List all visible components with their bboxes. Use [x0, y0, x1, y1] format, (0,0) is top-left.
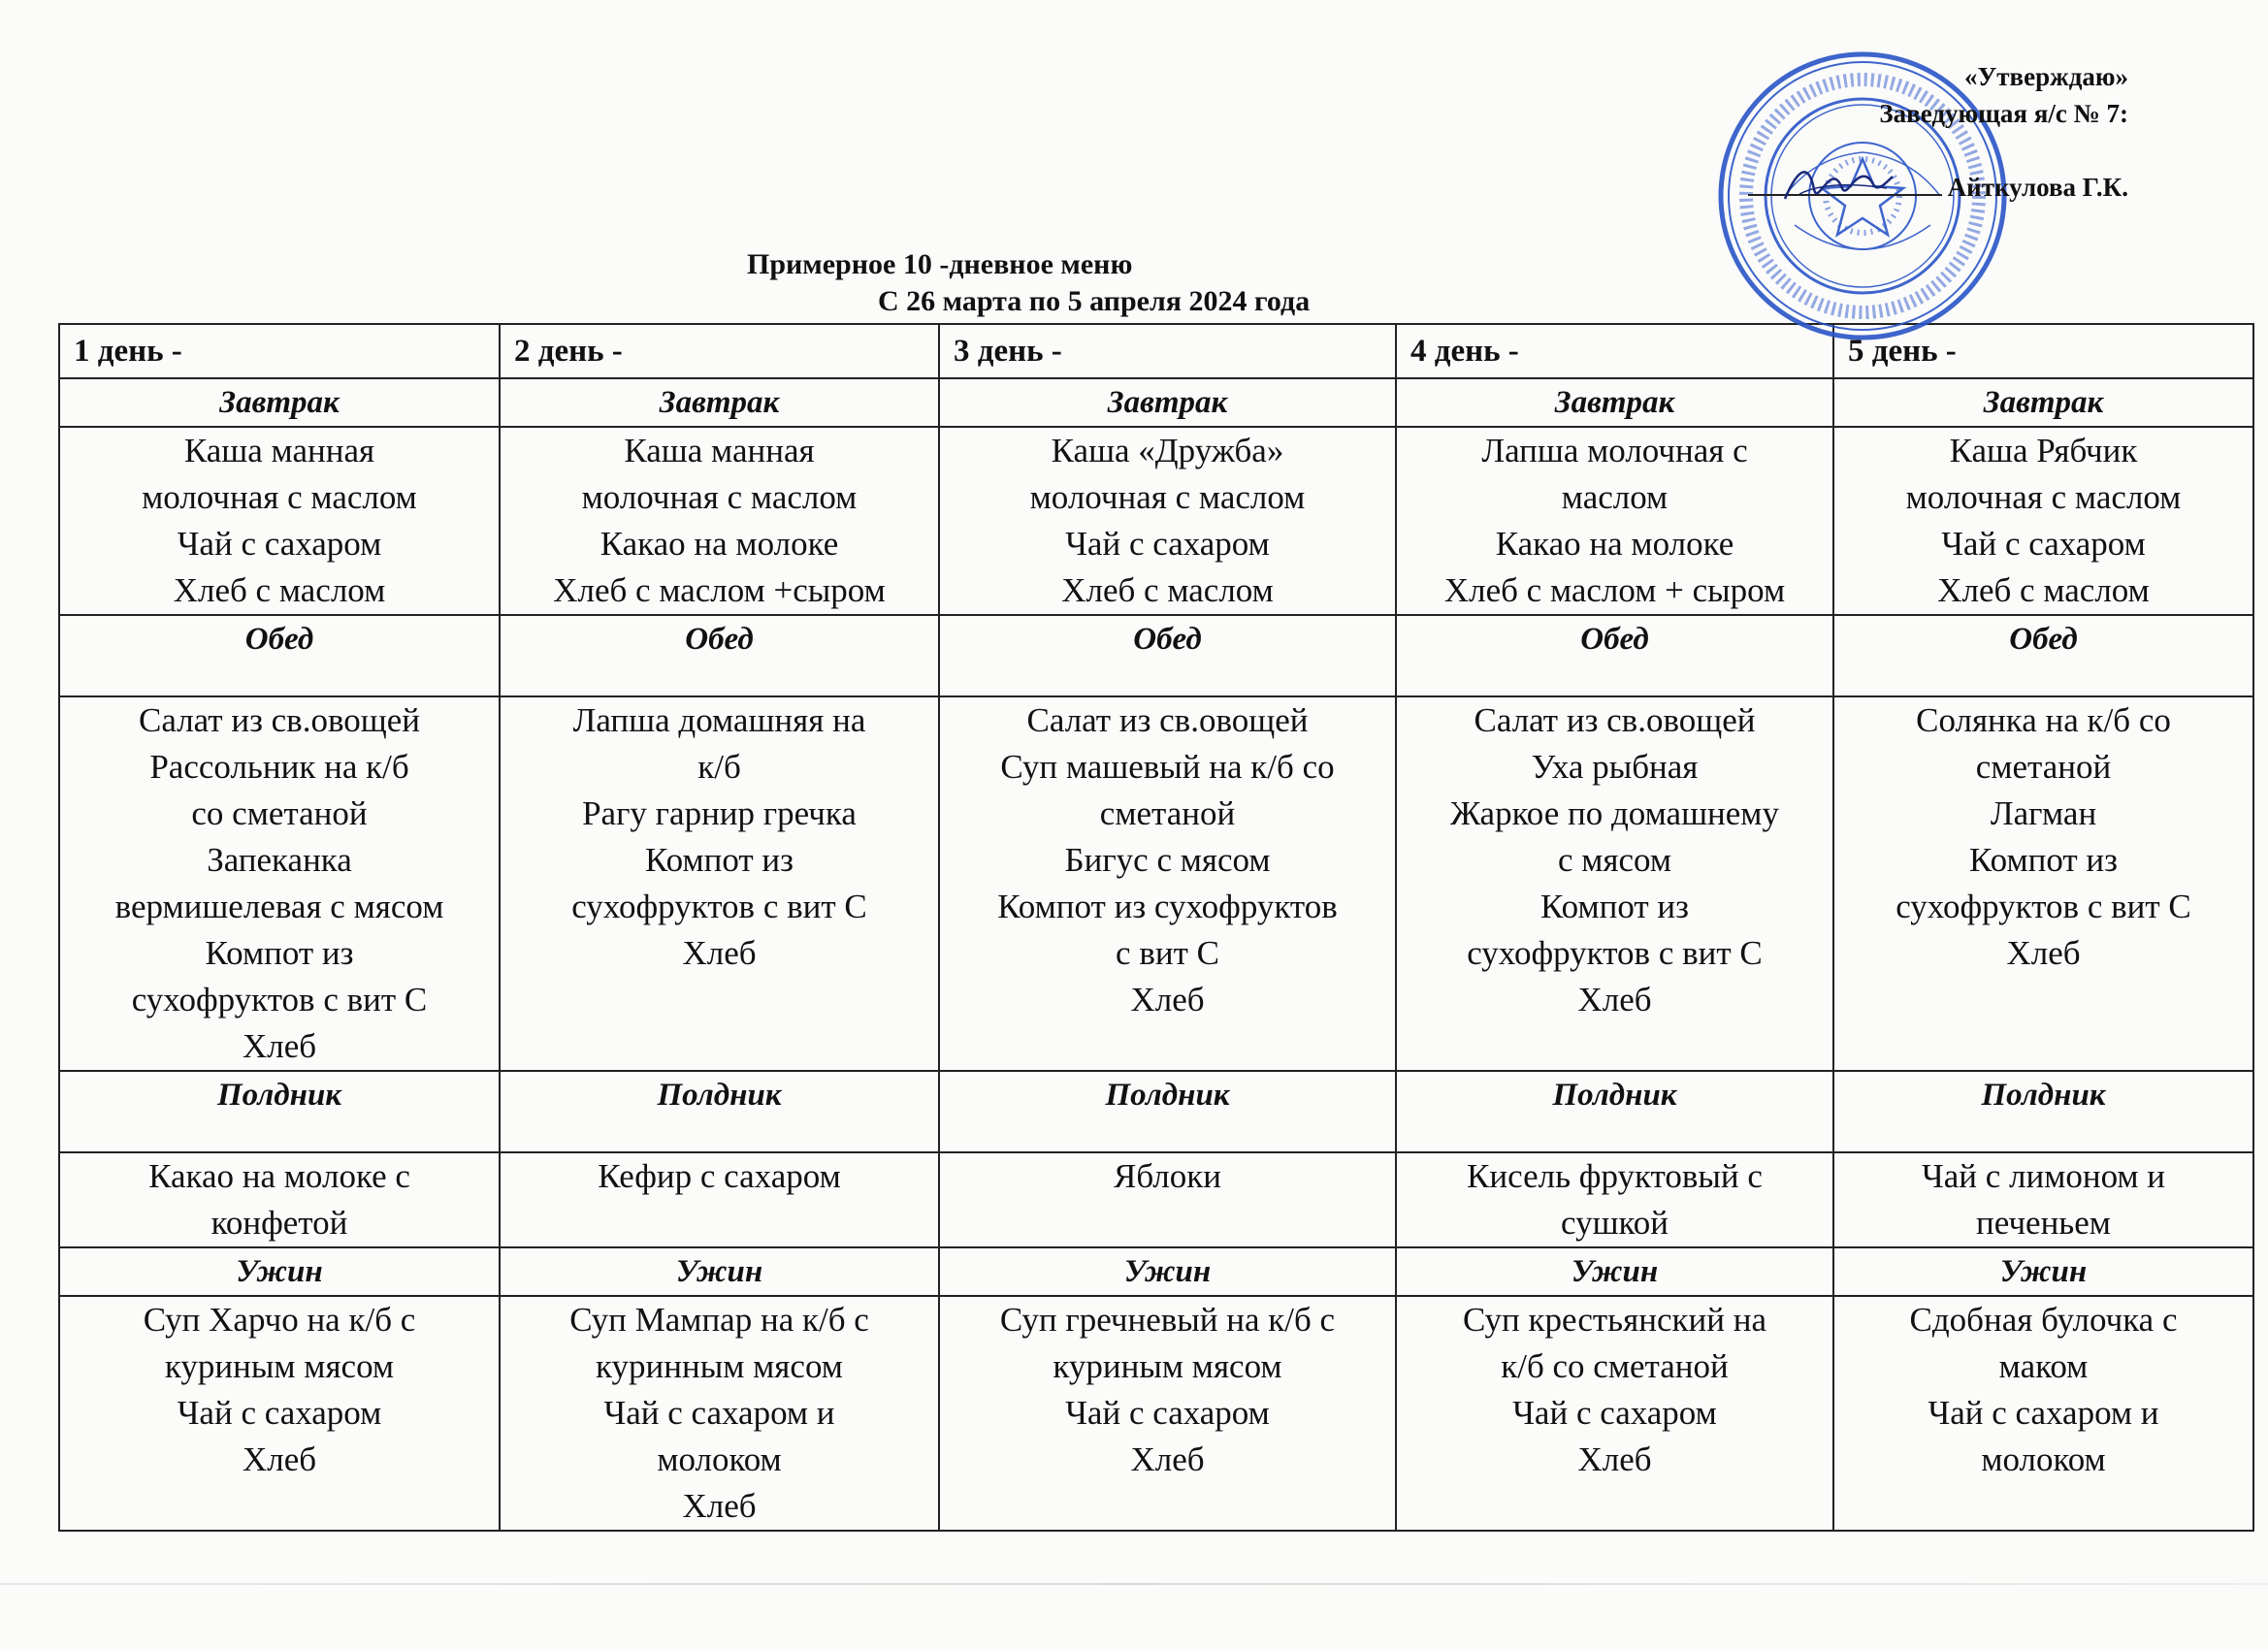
menu-item-line: Каша «Дружба» [1051, 432, 1284, 469]
meal-items-cell [1833, 427, 2253, 615]
title-line-2: С 26 марта по 5 апреля 2024 года [878, 285, 1311, 317]
menu-item-line: Какао на молоке [599, 525, 839, 563]
menu-table-body [59, 324, 2253, 1531]
day-header: 5 день - [1833, 324, 2253, 378]
meal-items-cell [59, 1152, 500, 1247]
menu-item-line: Хлеб с маслом [173, 571, 386, 609]
menu-item-line: куринным мясом [596, 1347, 843, 1385]
menu-item-line: Каша Рябчик [1949, 432, 2138, 469]
menu-item-line: Яблоки [1114, 1157, 1221, 1195]
menu-item-line: Кисель фруктовый с [1467, 1157, 1763, 1195]
meal-name: Ужин [59, 1247, 500, 1296]
menu-item-line: Чай с сахаром и [1928, 1394, 2159, 1432]
meal-items-cell [1833, 1152, 2253, 1247]
menu-item-line: Чай с сахаром [177, 525, 382, 563]
menu-item-line: Компот из [645, 841, 794, 879]
menu-item-line: маслом [1561, 478, 1669, 516]
menu-item-line: Компот из [1540, 888, 1689, 925]
meal-items-cell [1396, 1296, 1833, 1531]
meal-items-cell [939, 427, 1396, 615]
menu-item-line: молоком [657, 1440, 782, 1478]
menu-item-line: Какао на молоке с [148, 1157, 410, 1195]
meal-name: Обед [1396, 615, 1833, 696]
menu-item-line: молочная с маслом [142, 478, 417, 516]
meal-name: Ужин [500, 1247, 939, 1296]
meal-header-row-snack [59, 1071, 2253, 1152]
meal-items-cell [939, 1152, 1396, 1247]
menu-item-line: Хлеб [682, 1487, 757, 1525]
menu-item-line: Чай с сахаром [1065, 525, 1270, 563]
menu-item-line: вермишелевая с мясом [114, 888, 444, 925]
menu-item-line: Суп Харчо на к/б с [143, 1301, 416, 1339]
menu-table [58, 323, 2254, 1532]
menu-item-line: Чай с сахаром [1941, 525, 2146, 563]
menu-item-line: куриным мясом [1053, 1347, 1282, 1385]
menu-item-line: молочная с маслом [1905, 478, 2182, 516]
meal-items-row-lunch [59, 696, 2253, 1071]
menu-item-line: молоком [1981, 1440, 2106, 1478]
title-line-1: Примерное 10 -дневное меню [747, 248, 1133, 280]
meal-name: Завтрак [939, 378, 1396, 427]
menu-item-line: сушкой [1561, 1204, 1669, 1242]
meal-items-cell [939, 696, 1396, 1071]
menu-item-line: Чай с лимоном и [1921, 1157, 2166, 1195]
menu-item-line: Салат из св.овощей [1026, 701, 1309, 739]
menu-item-line: к/б со сметаной [1501, 1347, 1729, 1385]
menu-item-line: сухофруктов с вит С [571, 888, 867, 925]
meal-header-row-lunch [59, 615, 2253, 696]
menu-item-line: Суп крестьянский на [1462, 1301, 1766, 1339]
menu-item-line: Хлеб [2006, 934, 2081, 972]
meal-header-row-breakfast [59, 378, 2253, 427]
meal-name: Ужин [939, 1247, 1396, 1296]
menu-item-line: Лапша домашняя на [572, 701, 866, 739]
menu-item-line: Каша манная [183, 432, 375, 469]
meal-items-cell [59, 1296, 500, 1531]
meal-items-cell [939, 1296, 1396, 1531]
menu-item-line: сухофруктов с вит С [1467, 934, 1763, 972]
menu-item-line: Салат из св.овощей [1474, 701, 1756, 739]
meal-name: Полдник [1833, 1071, 2253, 1152]
menu-item-line: Хлеб [1577, 981, 1652, 1018]
menu-item-line: Рагу гарнир гречка [582, 794, 857, 832]
menu-item-line: молочная с маслом [1029, 478, 1306, 516]
meal-items-row-breakfast [59, 427, 2253, 615]
meal-name: Полдник [939, 1071, 1396, 1152]
meal-name: Ужин [1396, 1247, 1833, 1296]
meal-items-cell [1396, 1152, 1833, 1247]
meal-name: Обед [939, 615, 1396, 696]
menu-item-line: Рассольник на к/б [149, 748, 409, 786]
meal-name: Полдник [1396, 1071, 1833, 1152]
menu-item-line: со сметаной [191, 794, 368, 832]
menu-item-line: куриным мясом [164, 1347, 395, 1385]
menu-item-line: Хлеб [1577, 1440, 1652, 1478]
meal-items-cell [1396, 427, 1833, 615]
menu-item-line: сметаной [1975, 748, 2112, 786]
menu-item-line: Чай с сахаром [177, 1394, 382, 1432]
meal-name: Завтрак [1396, 378, 1833, 427]
menu-item-line: Хлеб [1130, 981, 1205, 1018]
meal-name: Завтрак [59, 378, 500, 427]
day-header: 1 день - [59, 324, 500, 378]
day-header: 3 день - [939, 324, 1396, 378]
meal-items-cell [1833, 1296, 2253, 1531]
menu-item-line: Суп гречневый на к/б с [999, 1301, 1336, 1339]
menu-item-line: Суп Мампар на к/б с [569, 1301, 869, 1339]
menu-item-line: Солянка на к/б со [1916, 701, 2171, 739]
meal-name: Полдник [500, 1071, 939, 1152]
meal-name: Завтрак [1833, 378, 2253, 427]
meal-items-row-dinner [59, 1296, 2253, 1531]
menu-item-line: Сдобная булочка с [1909, 1301, 2178, 1339]
menu-item-line: молочная с маслом [581, 478, 858, 516]
meal-items-cell [1833, 696, 2253, 1071]
menu-item-line: Хлеб с маслом [1937, 571, 2150, 609]
meal-name: Обед [500, 615, 939, 696]
approval-heading: «Утверждаю» [1963, 62, 2128, 91]
meal-items-cell [500, 427, 939, 615]
menu-item-line: к/б [697, 748, 741, 786]
menu-item-line: Салат из св.овощей [139, 701, 420, 739]
menu-item-line: Лагман [1990, 794, 2097, 832]
meal-name: Ужин [1833, 1247, 2253, 1296]
meal-items-cell [1396, 696, 1833, 1071]
approval-name: Айткулова Г.К. [1947, 173, 2128, 202]
menu-item-line: Суп машевый на к/б со [1000, 748, 1335, 786]
menu-item-line: Хлеб [1130, 1440, 1205, 1478]
menu-item-line: Хлеб с маслом +сыром [553, 571, 886, 609]
menu-item-line: с мясом [1557, 841, 1672, 879]
menu-item-line: Хлеб [242, 1027, 317, 1065]
menu-item-line: Бигус с мясом [1064, 841, 1271, 879]
menu-item-line: Хлеб [682, 934, 757, 972]
menu-item-line: Уха рыбная [1531, 748, 1699, 786]
menu-item-line: печеньем [1976, 1204, 2111, 1242]
meal-name: Обед [59, 615, 500, 696]
menu-item-line: Чай с сахаром [1065, 1394, 1270, 1432]
meal-name: Обед [1833, 615, 2253, 696]
meal-items-cell [59, 427, 500, 615]
menu-item-line: Чай с сахаром и [603, 1394, 835, 1432]
menu-item-line: Каша манная [624, 432, 815, 469]
menu-item-line: с вит С [1116, 934, 1219, 972]
menu-item-line: Хлеб с маслом + сыром [1443, 571, 1786, 609]
menu-item-line: Компот из [1969, 841, 2118, 879]
approval-position: Заведующая я/с № 7: [1879, 99, 2128, 128]
menu-item-line: Лапша молочная с [1481, 432, 1748, 469]
meal-items-cell [59, 696, 500, 1071]
menu-item-line: сухофруктов с вит С [1895, 888, 2191, 925]
menu-item-line: конфетой [211, 1204, 348, 1242]
menu-item-line: сметаной [1099, 794, 1236, 832]
meal-items-cell [500, 1296, 939, 1531]
meal-name: Полдник [59, 1071, 500, 1152]
meal-name: Завтрак [500, 378, 939, 427]
menu-item-line: Хлеб с маслом [1061, 571, 1274, 609]
menu-item-line: Запеканка [207, 841, 352, 879]
meal-items-cell [500, 696, 939, 1071]
menu-item-line: сухофруктов с вит С [131, 981, 428, 1018]
day-header: 2 день - [500, 324, 939, 378]
menu-item-line: маком [1998, 1347, 2089, 1385]
menu-item-line: Компот из сухофруктов [997, 888, 1338, 925]
meal-items-row-snack [59, 1152, 2253, 1247]
menu-item-line: Кефир с сахаром [598, 1157, 841, 1195]
menu-item-line: Хлеб [242, 1440, 317, 1478]
scan-artifact-line [0, 1583, 2268, 1585]
menu-item-line: Жаркое по домашнему [1450, 794, 1779, 832]
menu-item-line: Чай с сахаром [1512, 1394, 1717, 1432]
day-header: 4 день - [1396, 324, 1833, 378]
menu-item-line: Компот из [205, 934, 354, 972]
meal-header-row-dinner [59, 1247, 2253, 1296]
menu-item-line: Какао на молоке [1495, 525, 1734, 563]
meal-items-cell [500, 1152, 939, 1247]
signature-icon [1780, 155, 1896, 213]
